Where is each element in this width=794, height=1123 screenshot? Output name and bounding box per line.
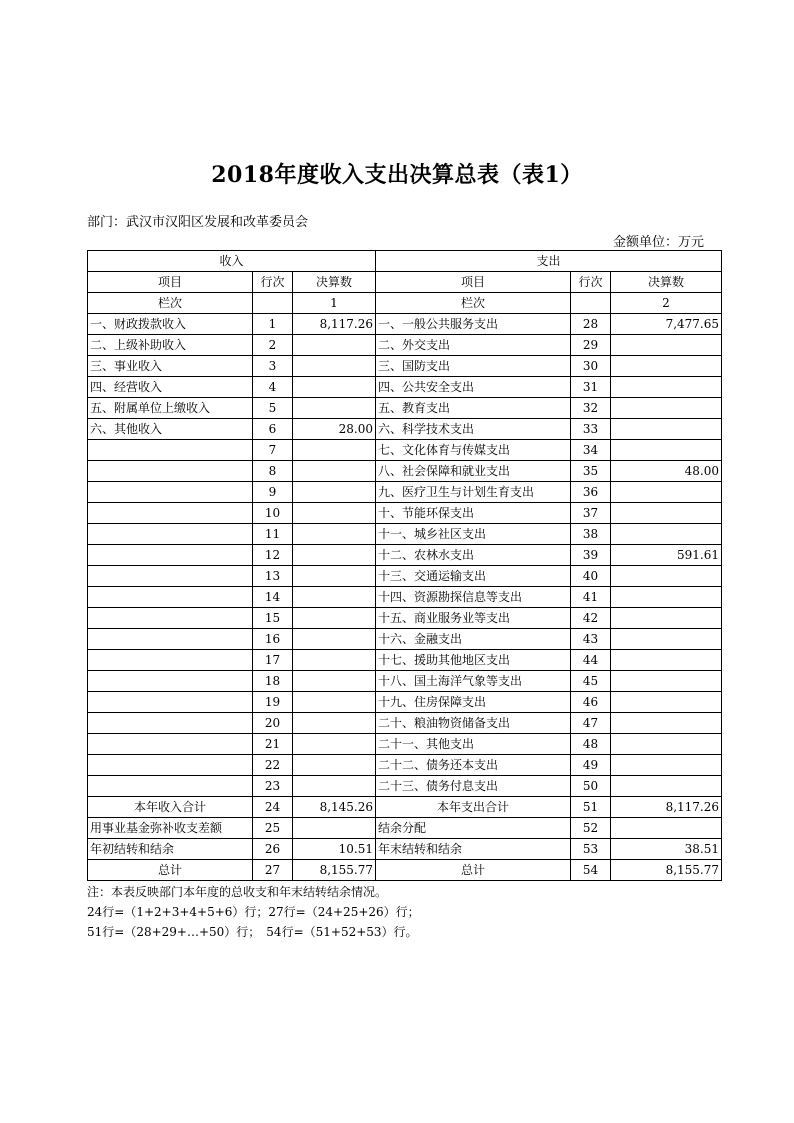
table-row	[88, 671, 722, 692]
income-item-cell	[88, 776, 253, 797]
income-item-cell	[88, 503, 253, 524]
total-row	[88, 860, 722, 881]
expense-item-cell: 十一、城乡社区支出	[376, 524, 571, 545]
table-row	[88, 398, 722, 419]
income-amount-cell	[293, 524, 376, 545]
expense-row-number-cell: 49	[571, 755, 611, 776]
income-row-number-cell: 22	[253, 755, 293, 776]
income-row-number-cell: 17	[253, 650, 293, 671]
expense-row-number-cell: 30	[571, 356, 611, 377]
income-row-number-cell: 9	[253, 482, 293, 503]
income-item-cell	[88, 482, 253, 503]
income-row-number-cell: 23	[253, 776, 293, 797]
income-lanci-empty	[253, 293, 293, 314]
expense-amount-cell	[611, 356, 722, 377]
income-lanci-label: 栏次	[88, 293, 253, 314]
expense-amount-cell	[611, 734, 722, 755]
expense-row-number-cell: 48	[571, 734, 611, 755]
income-row-number-cell: 2	[253, 335, 293, 356]
expense-item-cell: 十七、援助其他地区支出	[376, 650, 571, 671]
income-item-cell	[88, 755, 253, 776]
table-row	[88, 587, 722, 608]
expense-item-cell: 五、教育支出	[376, 398, 571, 419]
expense-row-number-cell: 32	[571, 398, 611, 419]
income-row-number-cell: 24	[253, 797, 293, 818]
income-item-cell: 四、经营收入	[88, 377, 253, 398]
note-line: 24行=（1+2+3+4+5+6）行；27行=（24+25+26）行；	[87, 905, 420, 919]
income-amount-cell: 8,145.26	[293, 797, 376, 818]
expense-item-cell: 十九、住房保障支出	[376, 692, 571, 713]
income-item-cell	[88, 671, 253, 692]
table-row	[88, 419, 722, 440]
expense-row-number-cell: 28	[571, 314, 611, 335]
income-row-number-cell: 5	[253, 398, 293, 419]
table-row	[88, 524, 722, 545]
income-amount-cell	[293, 608, 376, 629]
expense-item-cell: 十五、商业服务业等支出	[376, 608, 571, 629]
income-column-number: 1	[293, 293, 376, 314]
expense-item-cell: 二十一、其他支出	[376, 734, 571, 755]
income-amount-cell	[293, 377, 376, 398]
income-amount-cell	[293, 776, 376, 797]
income-row-number-cell: 26	[253, 839, 293, 860]
expense-item-cell: 七、文化体育与传媒支出	[376, 440, 571, 461]
income-row-header: 行次	[253, 272, 293, 293]
expense-amount-cell	[611, 566, 722, 587]
expense-amount-cell	[611, 755, 722, 776]
expense-row-number-cell: 51	[571, 797, 611, 818]
expense-row-number-cell: 39	[571, 545, 611, 566]
total-row	[88, 818, 722, 839]
income-item-cell	[88, 692, 253, 713]
expense-row-number-cell: 43	[571, 629, 611, 650]
expense-item-cell: 十四、资源勘探信息等支出	[376, 587, 571, 608]
expense-amount-cell	[611, 503, 722, 524]
income-row-number-cell: 1	[253, 314, 293, 335]
income-row-number-cell: 16	[253, 629, 293, 650]
income-row-number-cell: 6	[253, 419, 293, 440]
expense-amount-cell: 8,155.77	[611, 860, 722, 881]
expense-item-cell: 八、社会保障和就业支出	[376, 461, 571, 482]
income-row-number-cell: 3	[253, 356, 293, 377]
column-header-row	[88, 272, 722, 293]
expense-amount-cell	[611, 671, 722, 692]
expense-item-cell: 一、一般公共服务支出	[376, 314, 571, 335]
expense-amount-cell: 38.51	[611, 839, 722, 860]
total-row	[88, 797, 722, 818]
income-amount-cell	[293, 545, 376, 566]
income-item-cell: 本年收入合计	[88, 797, 253, 818]
income-item-cell	[88, 524, 253, 545]
expense-amount-cell	[611, 818, 722, 839]
income-amount-cell	[293, 650, 376, 671]
expense-amount-cell	[611, 587, 722, 608]
income-item-cell	[88, 629, 253, 650]
expense-item-cell: 十二、农林水支出	[376, 545, 571, 566]
income-item-cell	[88, 608, 253, 629]
table-row	[88, 377, 722, 398]
table-row	[88, 440, 722, 461]
table-row	[88, 776, 722, 797]
income-amount-cell	[293, 713, 376, 734]
income-amount-cell	[293, 356, 376, 377]
income-amount-cell	[293, 566, 376, 587]
expense-amount-cell	[611, 335, 722, 356]
table-row	[88, 650, 722, 671]
income-row-number-cell: 10	[253, 503, 293, 524]
income-row-number-cell: 19	[253, 692, 293, 713]
income-row-number-cell: 15	[253, 608, 293, 629]
expense-item-cell: 二十二、债务还本支出	[376, 755, 571, 776]
table-row	[88, 629, 722, 650]
expense-row-number-cell: 31	[571, 377, 611, 398]
income-row-number-cell: 21	[253, 734, 293, 755]
income-amount-cell	[293, 440, 376, 461]
total-row	[88, 839, 722, 860]
expense-row-number-cell: 45	[571, 671, 611, 692]
expense-amount-cell	[611, 776, 722, 797]
income-item-cell: 三、事业收入	[88, 356, 253, 377]
expense-item-cell: 四、公共安全支出	[376, 377, 571, 398]
expense-item-cell: 十、节能环保支出	[376, 503, 571, 524]
table-row	[88, 461, 722, 482]
expense-row-number-cell: 44	[571, 650, 611, 671]
income-row-number-cell: 13	[253, 566, 293, 587]
expense-row-number-cell: 41	[571, 587, 611, 608]
expense-amount-cell	[611, 440, 722, 461]
table-row	[88, 734, 722, 755]
income-item-cell: 二、上级补助收入	[88, 335, 253, 356]
expense-item-cell: 年末结转和结余	[376, 839, 571, 860]
expense-row-number-cell: 34	[571, 440, 611, 461]
income-amount-cell	[293, 818, 376, 839]
income-row-number-cell: 4	[253, 377, 293, 398]
table-notes	[87, 882, 420, 942]
page-title: 2018年度收入支出决算总表（表1）	[211, 162, 583, 188]
table-row	[88, 713, 722, 734]
expense-row-number-cell: 52	[571, 818, 611, 839]
table-row	[88, 356, 722, 377]
expense-item-cell: 结余分配	[376, 818, 571, 839]
expense-item-cell: 十三、交通运输支出	[376, 566, 571, 587]
expense-amount-cell: 48.00	[611, 461, 722, 482]
income-item-cell	[88, 587, 253, 608]
department-label: 部门：武汉市汉阳区发展和改革委员会	[87, 215, 309, 230]
amount-unit-label: 金额单位：万元	[612, 235, 704, 250]
expense-amount-cell	[611, 692, 722, 713]
table-row	[88, 608, 722, 629]
income-amount-cell	[293, 671, 376, 692]
expense-item-cell: 十八、国土海洋气象等支出	[376, 671, 571, 692]
expense-item-cell: 二十、粮油物资储备支出	[376, 713, 571, 734]
income-item-cell: 年初结转和结余	[88, 839, 253, 860]
income-item-cell	[88, 545, 253, 566]
income-item-cell: 一、财政拨款收入	[88, 314, 253, 335]
income-amount-cell	[293, 335, 376, 356]
table-row	[88, 566, 722, 587]
expense-row-number-cell: 33	[571, 419, 611, 440]
expense-row-number-cell: 46	[571, 692, 611, 713]
income-item-cell	[88, 440, 253, 461]
income-item-cell: 用事业基金弥补收支差额	[88, 818, 253, 839]
table-row	[88, 755, 722, 776]
budget-summary-table	[87, 250, 722, 881]
income-row-number-cell: 20	[253, 713, 293, 734]
expense-item-cell: 二十三、债务付息支出	[376, 776, 571, 797]
expense-item-cell: 总计	[376, 860, 571, 881]
expense-row-number-cell: 29	[571, 335, 611, 356]
income-item-cell	[88, 734, 253, 755]
income-amount-cell: 10.51	[293, 839, 376, 860]
expense-row-number-cell: 40	[571, 566, 611, 587]
income-row-number-cell: 14	[253, 587, 293, 608]
income-amount-cell	[293, 587, 376, 608]
expense-row-number-cell: 53	[571, 839, 611, 860]
expense-amount-cell	[611, 524, 722, 545]
table-row	[88, 482, 722, 503]
expense-amount-cell	[611, 608, 722, 629]
expense-amount-cell	[611, 713, 722, 734]
income-amount-cell	[293, 755, 376, 776]
income-item-cell: 总计	[88, 860, 253, 881]
income-item-cell: 六、其他收入	[88, 419, 253, 440]
table-row	[88, 335, 722, 356]
income-row-number-cell: 11	[253, 524, 293, 545]
income-item-cell	[88, 461, 253, 482]
income-row-number-cell: 18	[253, 671, 293, 692]
income-amount-cell: 28.00	[293, 419, 376, 440]
income-item-cell	[88, 713, 253, 734]
income-amount-cell: 8,155.77	[293, 860, 376, 881]
expense-row-header: 行次	[571, 272, 611, 293]
expense-item-header: 项目	[376, 272, 571, 293]
expense-item-cell: 九、医疗卫生与计划生育支出	[376, 482, 571, 503]
expense-row-number-cell: 50	[571, 776, 611, 797]
expense-header: 支出	[376, 251, 722, 272]
income-item-cell	[88, 566, 253, 587]
note-line: 注：本表反映部门本年度的总收支和年末结转结余情况。	[87, 885, 388, 899]
expense-amount-cell: 8,117.26	[611, 797, 722, 818]
income-row-number-cell: 12	[253, 545, 293, 566]
expense-amount-cell	[611, 419, 722, 440]
income-row-number-cell: 27	[253, 860, 293, 881]
income-row-number-cell: 7	[253, 440, 293, 461]
expense-row-number-cell: 54	[571, 860, 611, 881]
expense-row-number-cell: 36	[571, 482, 611, 503]
income-row-number-cell: 25	[253, 818, 293, 839]
expense-lanci-empty	[571, 293, 611, 314]
expense-row-number-cell: 37	[571, 503, 611, 524]
table-row	[88, 692, 722, 713]
expense-amount-cell	[611, 377, 722, 398]
income-header: 收入	[88, 251, 376, 272]
expense-item-cell: 二、外交支出	[376, 335, 571, 356]
expense-item-cell: 六、科学技术支出	[376, 419, 571, 440]
expense-amount-cell: 591.61	[611, 545, 722, 566]
expense-amount-cell	[611, 629, 722, 650]
column-number-row	[88, 293, 722, 314]
income-amount-cell	[293, 503, 376, 524]
expense-row-number-cell: 42	[571, 608, 611, 629]
income-amount-cell	[293, 398, 376, 419]
expense-row-number-cell: 47	[571, 713, 611, 734]
income-amount-cell	[293, 461, 376, 482]
expense-amount-cell: 7,477.65	[611, 314, 722, 335]
income-amount-cell	[293, 692, 376, 713]
income-item-cell: 五、附属单位上缴收入	[88, 398, 253, 419]
expense-column-number: 2	[611, 293, 722, 314]
table-row	[88, 314, 722, 335]
expense-item-cell: 十六、金融支出	[376, 629, 571, 650]
expense-amount-cell	[611, 482, 722, 503]
expense-row-number-cell: 38	[571, 524, 611, 545]
table-row	[88, 545, 722, 566]
section-header-row	[88, 251, 722, 272]
expense-amount-header: 决算数	[611, 272, 722, 293]
income-amount-cell	[293, 482, 376, 503]
income-item-header: 项目	[88, 272, 253, 293]
income-item-cell	[88, 650, 253, 671]
expense-amount-cell	[611, 650, 722, 671]
income-amount-cell	[293, 629, 376, 650]
income-row-number-cell: 8	[253, 461, 293, 482]
expense-item-cell: 三、国防支出	[376, 356, 571, 377]
expense-amount-cell	[611, 398, 722, 419]
expense-row-number-cell: 35	[571, 461, 611, 482]
expense-lanci-label: 栏次	[376, 293, 571, 314]
note-line: 51行=（28+29+…+50）行； 54行=（51+52+53）行。	[87, 925, 418, 939]
income-amount-cell: 8,117.26	[293, 314, 376, 335]
income-amount-cell	[293, 734, 376, 755]
table-row	[88, 503, 722, 524]
income-amount-header: 决算数	[293, 272, 376, 293]
expense-item-cell: 本年支出合计	[376, 797, 571, 818]
